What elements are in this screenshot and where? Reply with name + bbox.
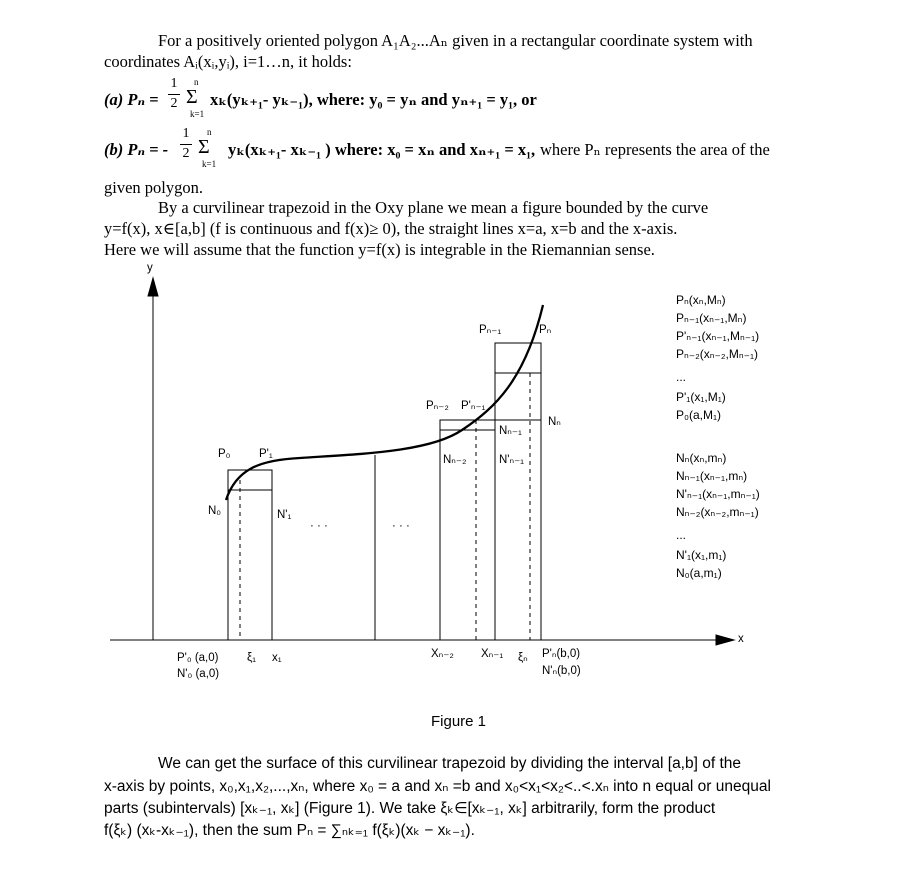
formula-a-label: (a) Pₙ = [104,90,159,109]
label-P1p: P'₁ [259,448,273,460]
legend-top-3: Pₙ₋₂(xₙ₋₂,Mₙ₋₁) [676,347,759,361]
label-xn2: Xₙ₋₂ [431,648,454,660]
label-N1p: N'₁ [277,509,292,521]
formula-b-sum-bot: k=1 [202,159,217,169]
legend-bottom-3: Nₙ₋₂(xₙ₋₂,mₙ₋₁) [676,505,759,519]
label-xi1: ξ₁ [247,652,257,664]
y-axis-arrow [148,278,158,296]
formula-b-num: 1 [182,126,190,141]
label-Nn: Nₙ [548,416,561,428]
formula-a-num: 1 [170,76,178,91]
x-axis-label: x [738,633,744,645]
formula-a-sum-top: n [194,77,199,87]
legend-top-0: Pₙ(xₙ,Mₙ) [676,293,726,307]
formula-b-sum-top: n [207,127,212,137]
label-xn1: Xₙ₋₁ [481,648,504,660]
label-Pn1p: P'ₙ₋₁ [461,400,486,412]
figure-caption: Figure 1 [431,713,487,730]
formula-b-body: yₖ(xₖ₊₁- xₖ₋₁ ) where: x₀ = xₙ and xₙ₊₁ = x₁, [228,140,536,159]
legend-bottom-4: ... [676,528,687,542]
y-axis-label: y [147,262,153,274]
p3-line-4: f(ξₖ) (xₖ-xₖ₋₁), then the sum Pₙ = ∑ₙₖ₌₁ f(ξₖ)(xₖ − xₖ₋₁). [104,822,475,839]
label-N0: N₀ [208,505,222,517]
legend-top-5: P'₁(x₁,M₁) [676,390,726,404]
label-P0p-a: P'₀ (a,0) [177,652,219,664]
label-Nn2: Nₙ₋₂ [443,454,467,466]
p3-line-2: x-axis by points, x₀,x₁,x₂,...,xₙ, where x₀ = a and xₙ =b and x₀<x₁<x₂<..<.xₙ into n equal or unequal [104,778,771,795]
label-N0p-a: N'₀ (a,0) [177,668,220,680]
text-given-polygon: given polygon. [104,178,203,197]
label-Pnp-b: P'ₙ(b,0) [542,648,581,660]
formula-b-label: (b) Pₙ = - [104,140,169,159]
legend-top-6: P₀(a,M₁) [676,408,722,422]
formula-a-den: 2 [170,96,178,111]
p3-line-1: We can get the surface of this curvilinear trapezoid by dividing the interval [a,b] of the [158,755,742,772]
legend-bottom-0: Nₙ(xₙ,mₙ) [676,451,727,465]
formula-a-sum-bot: k=1 [190,109,205,119]
text-line-1: For a positively oriented polygon A₁A₂...Aₙ given in a rectangular coordinate system with [158,31,753,50]
x-axis-arrow [716,635,734,645]
legend-bottom-6: N₀(a,m₁) [676,566,722,580]
p2-line-1: By a curvilinear trapezoid in the Oxy plane we mean a figure bounded by the curve [158,198,709,217]
legend-bottom-5: N'₁(x₁,m₁) [676,548,727,562]
label-dots-1: · · · [310,520,328,532]
label-Pn1: Pₙ₋₁ [479,324,502,336]
legend-top-2: P'ₙ₋₁(xₙ₋₁,Mₙ₋₁) [676,329,760,343]
label-P0: P₀ [218,448,231,460]
legend-top-1: Pₙ₋₁(xₙ₋₁,Mₙ) [676,311,747,325]
legend-top-4: ... [676,370,687,384]
p3-line-3: parts (subintervals) [xₖ₋₁, xₖ] (Figure 1). We take ξₖ∈[xₖ₋₁, xₖ] arbitrarily, form the product [104,800,716,817]
legend-bottom-1: Nₙ₋₁(xₙ₋₁,mₙ) [676,469,748,483]
rect-upper-1 [228,470,272,640]
label-Nn1p: N'ₙ₋₁ [499,454,525,466]
label-dots-2: · · · [392,520,410,532]
label-xin: ξₙ [518,652,528,664]
label-Nn1: Nₙ₋₁ [499,425,522,437]
label-Pn2: Pₙ₋₂ [426,400,449,412]
formula-b-tail: where Pₙ represents the area of the [540,140,770,159]
formula-a-body: xₖ(yₖ₊₁- yₖ₋₁), where: y₀ = yₙ and yₙ₊₁ = y₁, or [210,90,537,109]
p2-line-2: y=f(x), x∈[a,b] (f is continuous and f(x)≥ 0), the straight lines x=a, x=b and the x-axis. [104,219,678,238]
formula-b-den: 2 [182,146,190,161]
label-Nnp-b: N'ₙ(b,0) [542,665,581,677]
label-x1: x₁ [272,652,282,664]
rect-upper-n [495,343,541,640]
formula-a-sigma: Σ [186,86,198,108]
legend-bottom-2: N'ₙ₋₁(xₙ₋₁,mₙ₋₁) [676,487,760,501]
p2-line-3: Here we will assume that the function y=f(x) is integrable in the Riemannian sense. [104,240,655,259]
label-Pn: Pₙ [539,324,552,336]
formula-b-sigma: Σ [198,136,210,158]
text-line-2: coordinates Aᵢ(xᵢ,yᵢ), i=1…n, it holds: [104,52,352,71]
